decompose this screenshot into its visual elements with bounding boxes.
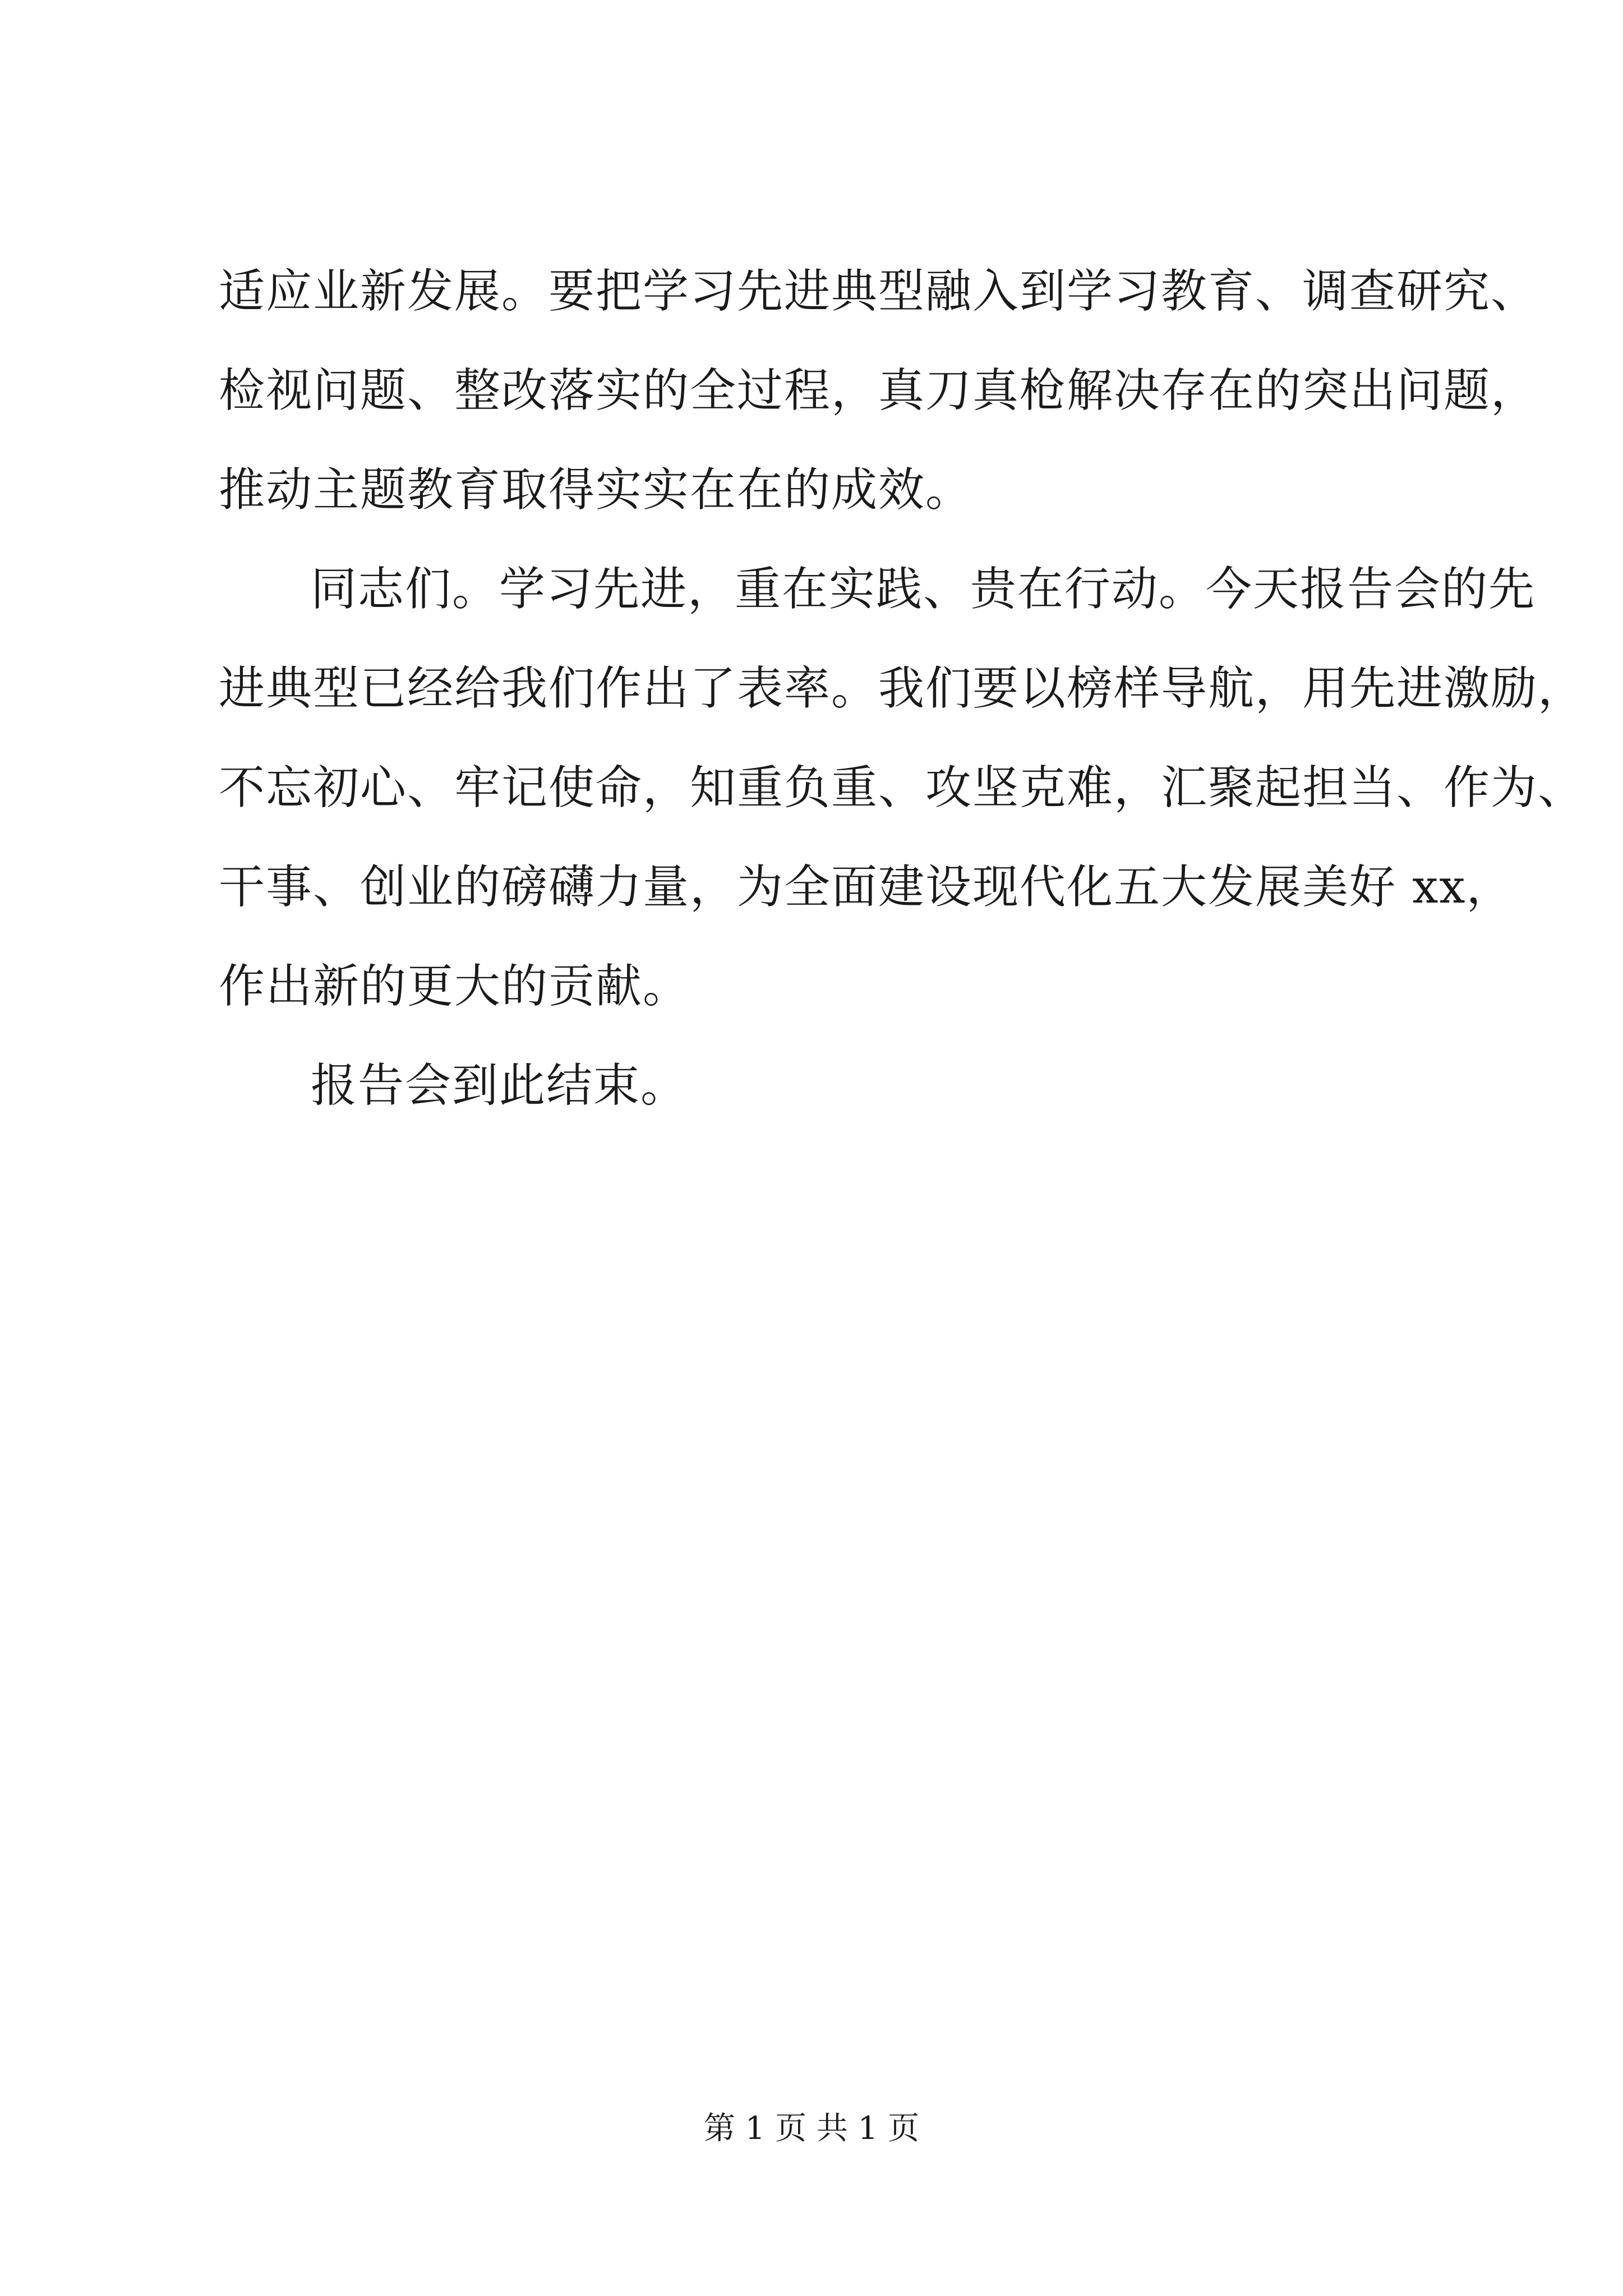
document-body [219, 264, 1585, 1157]
paragraph-2-line-1: 同志们。学习先进，重在实践、贵在行动。今天报告会的先 [311, 563, 1536, 616]
paragraph-3-line-1: 报告会到此结束。 [311, 1059, 688, 1112]
paragraph-2-line-5: 作出新的更大的贡献。 [219, 960, 690, 1013]
paragraph-1-line-2: 检视问题、整改落实的全过程，真刀真枪解决存在的突出问题， [219, 364, 1538, 417]
paragraph-2-line-3: 不忘初心、牢记使命，知重负重、攻坚克难，汇聚起担当、作为、 [219, 761, 1585, 815]
page-number-footer: 第 1 页 共 1 页 [703, 2110, 920, 2147]
paragraph-1-line-1: 适应业新发展。要把学习先进典型融入到学习教育、调查研究、 [219, 265, 1538, 318]
paragraph-2-line-4: 干事、创业的磅礴力量，为全面建设现代化五大发展美好 xx， [219, 861, 1514, 914]
paragraph-2-line-2: 进典型已经给我们作出了表率。我们要以榜样导航，用先进激励， [219, 662, 1585, 715]
paragraph-1-line-3: 推动主题教育取得实实在在的成效。 [219, 463, 973, 517]
